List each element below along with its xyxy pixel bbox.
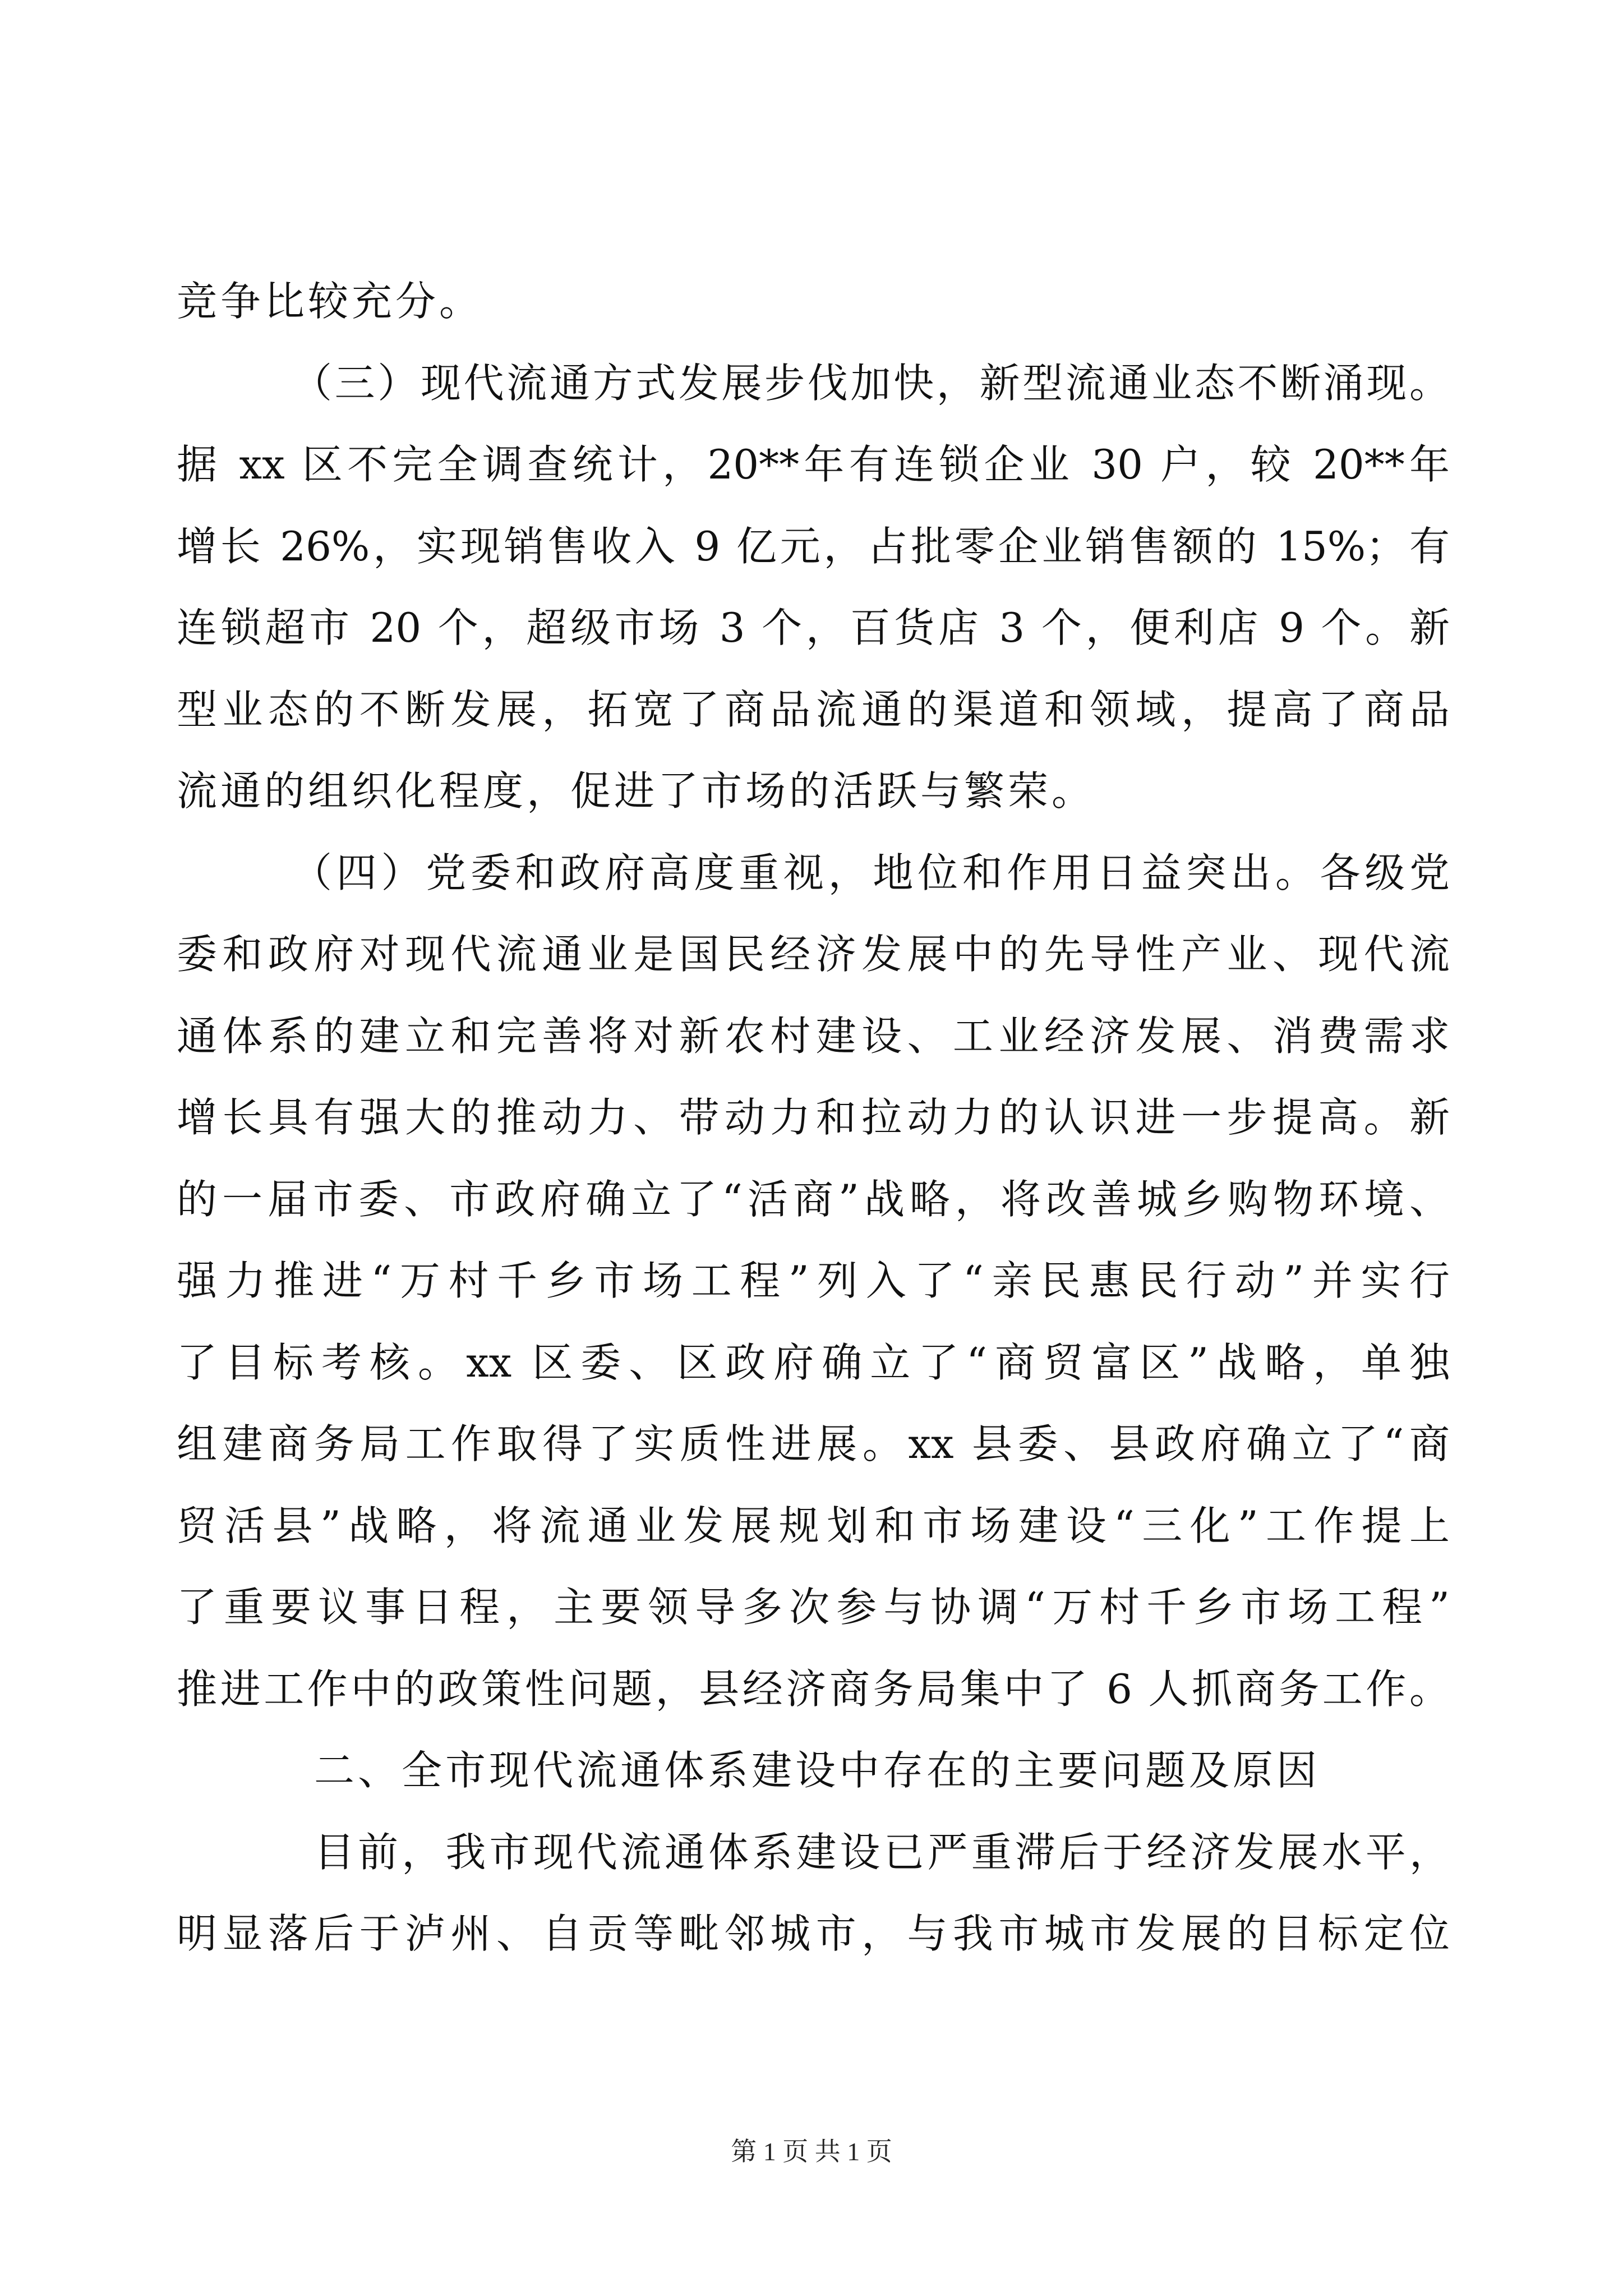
text-line: 通体系的建立和完善将对新农村建设、工业经济发展、消费需求 bbox=[177, 1012, 1450, 1060]
text-line: 型业态的不断发展，拓宽了商品流通的渠道和领域，提高了商品 bbox=[177, 685, 1450, 733]
text-line: 了重要议事日程，主要领导多次参与协调“万村千乡市场工程” bbox=[177, 1584, 1450, 1631]
paragraph-heading-line: （四）党委和政府高度重视，地位和作用日益突出。各级党 bbox=[292, 849, 1450, 896]
text-line: 贸活县”战略，将流通业发展规划和市场建设“三化”工作提上 bbox=[177, 1502, 1450, 1549]
text-line: 增长 26%，实现销售收入 9 亿元，占批零企业销售额的 15%；有 bbox=[177, 522, 1450, 570]
paragraph-continuation bbox=[177, 261, 1450, 343]
section-heading bbox=[177, 1730, 1450, 1812]
paragraph-section-3 bbox=[177, 343, 1450, 832]
text-line: 委和政府对现代流通业是国民经济发展中的先导性产业、现代流 bbox=[177, 931, 1450, 978]
text-line: 竞争比较充分。 bbox=[177, 278, 483, 325]
section-heading-text: 二、全市现代流通体系建设中存在的主要问题及原因 bbox=[314, 1747, 1321, 1794]
body-text bbox=[177, 261, 1450, 1975]
text-line: 了目标考核。xx 区委、区政府确立了“商贸富区”战略，单独 bbox=[177, 1338, 1450, 1386]
paragraph-problems-intro bbox=[177, 1812, 1450, 1975]
text-line: 强力推进“万村千乡市场工程”列入了“亲民惠民行动”并实行 bbox=[177, 1257, 1450, 1304]
page-number-footer: 第 1 页 共 1 页 bbox=[731, 2137, 892, 2166]
text-line: 连锁超市 20 个，超级市场 3 个，百货店 3 个，便利店 9 个。新 bbox=[177, 604, 1450, 651]
text-line: 的一届市委、市政府确立了“活商”战略，将改善城乡购物环境、 bbox=[177, 1175, 1450, 1223]
paragraph-heading-line: （三）现代流通方式发展步伐加快，新型流通业态不断涌现。 bbox=[292, 359, 1450, 407]
text-line: 流通的组织化程度，促进了市场的活跃与繁荣。 bbox=[177, 767, 1096, 815]
text-line: 推进工作中的政策性问题，县经济商务局集中了 6 人抓商务工作。 bbox=[177, 1665, 1450, 1713]
text-line: 增长具有强大的推动力、带动力和拉动力的认识进一步提高。新 bbox=[177, 1094, 1450, 1141]
text-line: 组建商务局工作取得了实质性进展。xx 县委、县政府确立了“商 bbox=[177, 1420, 1450, 1467]
text-line: 明显落后于泸州、自贡等毗邻城市，与我市城市发展的目标定位 bbox=[177, 1910, 1450, 1957]
text-line: 据 xx 区不完全调查统计，20**年有连锁企业 30 户，较 20**年 bbox=[177, 441, 1450, 488]
text-line: 目前，我市现代流通体系建设已严重滞后于经济发展水平， bbox=[314, 1828, 1450, 1876]
paragraph-section-4 bbox=[177, 832, 1450, 1731]
